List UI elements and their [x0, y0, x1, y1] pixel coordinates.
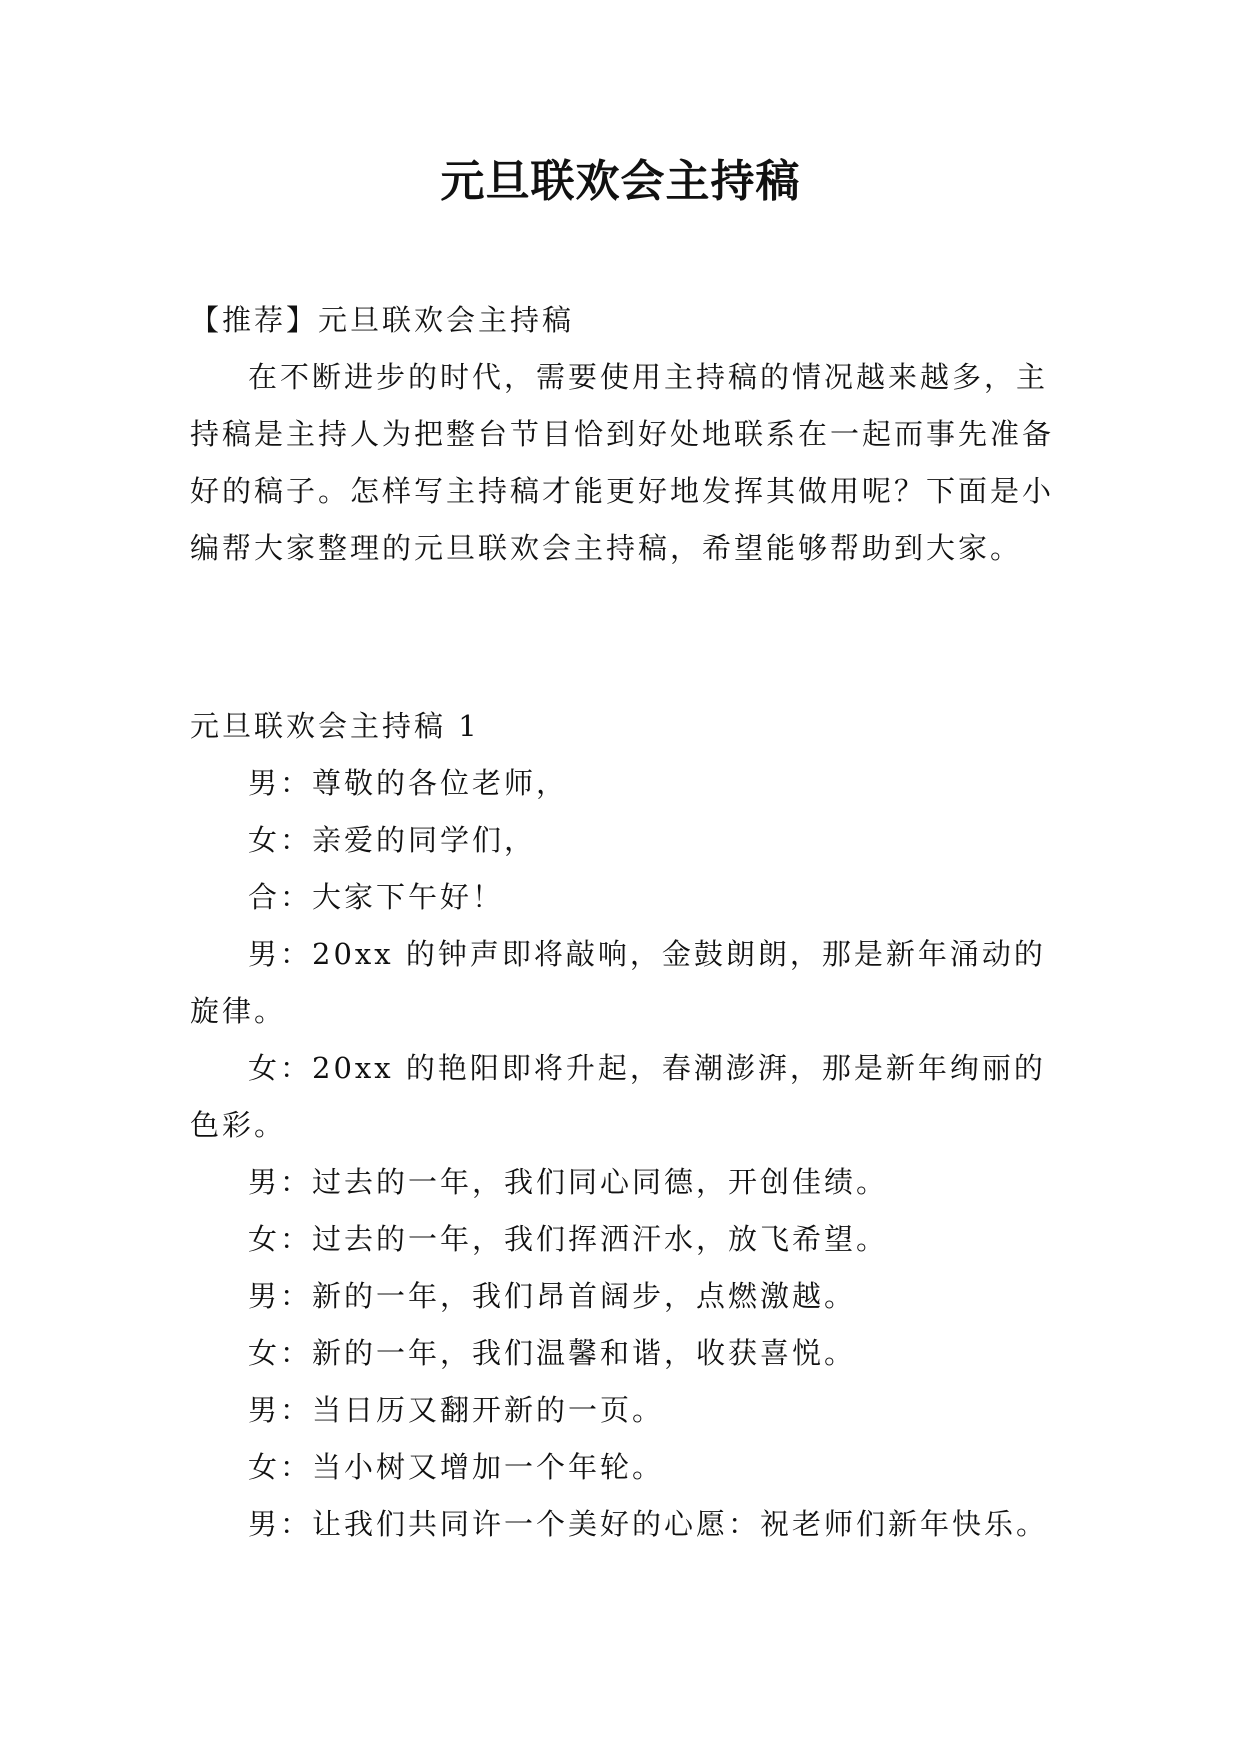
script-line: 女：过去的一年，我们挥洒汗水，放飞希望。 — [248, 1222, 889, 1256]
script-line: 女：当小树又增加一个年轮。 — [248, 1450, 665, 1484]
script-line: 女：新的一年，我们温馨和谐，收获喜悦。 — [248, 1336, 857, 1370]
script-block — [190, 698, 1060, 1553]
script-line: 女：亲爱的同学们， — [248, 823, 537, 857]
script-line: 女：20xx 的艳阳即将升起，春潮澎湃，那是新年绚丽的色彩。 — [190, 1051, 1046, 1142]
script-line: 男：新的一年，我们昂首阔步，点燃激越。 — [248, 1279, 857, 1313]
script-line: 男：当日历又翻开新的一页。 — [248, 1393, 665, 1427]
script-line: 男：20xx 的钟声即将敲响，金鼓朗朗，那是新年涌动的旋律。 — [190, 937, 1046, 1028]
recommend-line: 【推荐】元旦联欢会主持稿 — [190, 303, 575, 337]
script-line: 男：尊敬的各位老师， — [248, 766, 569, 800]
script-line: 男：过去的一年，我们同心同德，开创佳绩。 — [248, 1165, 889, 1199]
intro-paragraph: 在不断进步的时代，需要使用主持稿的情况越来越多，主持稿是主持人为把整台节目恰到好处地联系在一起而事先准备好的稿子。怎样写主持稿才能更好地发挥其做用呢？下面是小编帮大家整理的元旦联欢会主持稿，希望能够帮助到大家。 — [190, 360, 1055, 565]
document-title: 元旦联欢会主持稿 — [440, 156, 801, 207]
script-line: 男：让我们共同许一个美好的心愿：祝老师们新年快乐。 — [248, 1507, 1049, 1541]
section-heading: 元旦联欢会主持稿 1 — [190, 709, 480, 743]
intro-block — [190, 292, 1060, 577]
script-line: 合：大家下午好！ — [248, 880, 505, 914]
